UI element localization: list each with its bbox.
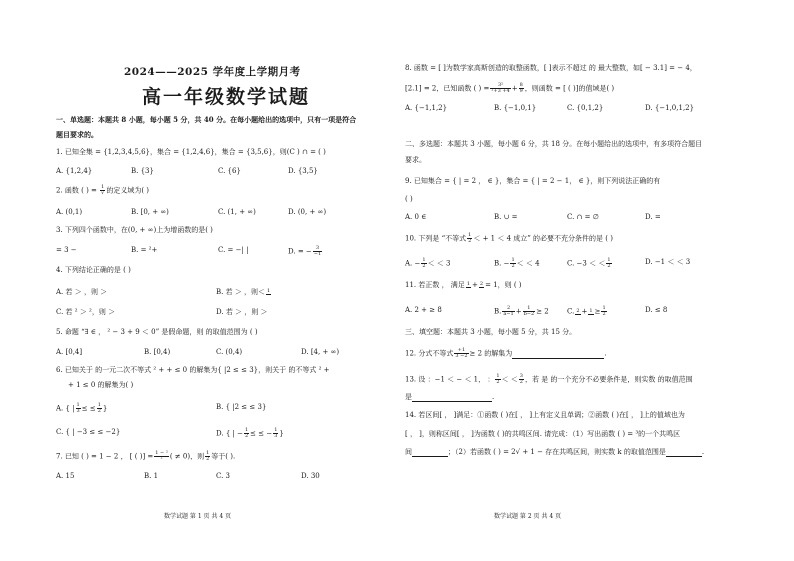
q9-option-b: B. ∪ = [494,213,518,221]
page-2 [397,0,794,561]
q2-option-c: C. (1, + ∞) [218,208,256,216]
q11-c-num-1: 2 [576,307,580,314]
q11-option-c [567,306,608,317]
q10-a-den: 2 [422,263,426,269]
q14-line3-c: . [701,448,705,456]
q11-c-frac-2 [588,309,593,315]
q8-line2-a: [2.1] = 2，已知函数 ( ) = [405,84,490,93]
q10-b-num: 1 [511,257,515,263]
q11-num-1: 1 [466,281,470,287]
q7-stem-b: ( ≠ 0)，则 [169,452,205,461]
q3-option-a: = 3 − [56,246,77,254]
q8-option-b: B. {−1,0,1} [494,104,537,112]
q6-d-text-2: ≤ ≤ − [250,429,273,438]
q6-d-den-2: 3 [274,433,278,439]
q2-option-b: B. [0, + ∞) [131,208,169,216]
q1-option-b: B. {3} [131,167,154,175]
q8-option-c: C. {0,1,2} [567,104,604,112]
q9-option-d: D. = [645,213,661,221]
q11-c-frac-3 [601,306,606,317]
q14-line3-a: 间 [405,448,412,456]
q7-stem-a: 7. 已知 ( ) = 1 − 2 ， [ ( )] = [56,452,154,461]
q3-option-b: B. = ²+ [131,246,158,254]
q10-c-text: C. −3 ＜ ＜ [567,259,606,268]
q10-frac [467,233,472,244]
q8-line2-c: ，则函数 = [ ( )]的值域是( ) [524,84,615,93]
q10-stem-b: ＜ + 1 ＜ 4 成立” 的必要不充分条件的是 ( ) [473,234,613,243]
q13-frac-2 [519,374,524,385]
q10-c-den: 2 [607,263,611,269]
q6-d-text: D. { | − [216,429,243,438]
q11-stem-c: = 1，则 ( ) [485,281,522,289]
question-9-stem-cont: ( ) [405,195,413,203]
q11-option-a: A. 2 + ≥ 8 [405,306,442,314]
q11-b-num-1: 2 [502,306,514,312]
q3-option-d-text: D. = − [288,247,312,256]
q10-b-text-2: ＜ ＜ 4 [516,259,540,268]
q12-stem-a: 12. 分式不等式 [405,349,454,358]
q4-option-b [216,288,272,297]
q6-a-den-1: 3 [76,408,80,414]
exam-title: 2024——2025 学年度上学期月考 [124,66,301,78]
q14-line3-b: ；（2）若函数 ( ) = 2√ + 1 − 存在共鸣区间，则实数 k 的取值范围是 [448,448,666,456]
q12-stem-b: ≥ 2 的解集为 [469,349,513,358]
q13-den-1: 2 [496,379,500,385]
q10-b-text: B. − [494,259,510,268]
q11-frac-2 [479,282,484,288]
q13-num-2: 3 [519,373,523,379]
q8-num-2: 8 [519,82,523,88]
question-8-line-2 [405,83,614,94]
question-6-stem: 6. 已知关于 的一元二次不等式 ² + + ≤ 0 的解集为{ |2 ≤ ≤ 3}，则关于 的不等式 ² + [56,366,330,374]
q11-stem-b: + [472,281,478,289]
q6-option-b: B. { |2 ≤ ≤ 3} [216,403,267,411]
q7-num-1: 1 − ² [155,450,168,456]
q6-option-c: C. { | −3 ≤ ≤ −2} [56,428,121,436]
q14-answer-blank-2[interactable] [666,448,705,457]
q13-stem-b: ＜ ＜ [501,375,518,384]
q14-answer-blank-1[interactable] [412,449,448,457]
q5-option-d: D. [4, + ∞) [301,348,340,356]
q1-option-a: A. {1,2,4} [56,167,93,175]
q11-c-plus: + [581,307,588,316]
q11-b-den-2: b−2 [523,311,535,317]
question-2-stem [56,185,149,196]
page-1-footer: 数学试题 第 1 页 共 4 页 [164,513,232,520]
section-1-heading: 一、单选题：本题共 8 小题，每小题 5 分，共 40 分。在每小题给出的选项中，只有一项是符合 [56,115,357,124]
q2-stem-a: 2. 函数 ( ) = [56,186,100,195]
section-1-heading-cont: 题目要求的。 [56,130,98,139]
q11-b-frac-2 [523,306,536,317]
q7-frac-2 [205,451,210,462]
section-3-heading: 三、填空题：本题共 3 小题，每小题 5 分，共 15 分。 [405,328,577,336]
q10-num: 1 [468,232,472,238]
q5-option-c: C. (0,4) [216,348,243,356]
q8-num-1: 3² [490,83,510,89]
q10-c-frac [606,258,611,269]
q11-option-d: D. ≤ 8 [645,306,668,314]
q4-option-c: C. 若 ² ＞ ²，则 ＞ [56,308,116,316]
question-11-stem [405,281,522,290]
q4-option-b-text: B. 若 ＞ ，则 [216,288,259,296]
q10-a-frac [421,258,426,269]
q11-b-den-1: a−1 [503,311,514,317]
q10-c-num: 1 [607,257,611,263]
q10-option-c [567,258,613,269]
q6-a-text: A. { | [56,404,75,413]
q11-c-den-3: 2 [602,311,606,317]
q10-a-text: A. − [405,259,421,268]
q12-den: 3 −2 [455,353,468,359]
q1-option-c: C. {6} [218,167,241,175]
question-3-stem: 3. 下列四个函数中，在(0, + ∞)上为增函数的是( ) [56,226,213,234]
q6-d-num-2: 1 [274,427,278,433]
q2-stem-b: 的定义域为( ) [106,186,150,195]
q6-a-den-2: 2 [97,408,101,414]
q11-c-num-3: 1 [602,305,606,311]
q12-stem-c: . [604,349,607,358]
q6-d-den-1: 2 [244,433,249,439]
q6-a-num-1: 1 [76,402,80,408]
q6-a-text-3: } [102,404,108,413]
q7-option-a: A. 15 [56,472,75,480]
q6-d-num-1: 1 [244,427,249,433]
q7-option-b: B. 1 [144,472,159,480]
q6-d-frac-1 [244,428,249,439]
q6-option-d [216,428,284,439]
q2-option-a: A. (0,1) [56,208,83,216]
q11-c-frac-1 [575,309,580,315]
question-5-stem: 5. 命题 “∃ ∈ ， ² − 3 + 9 ＜ 0” 是假命题，则 的取值范围为 ( ) [56,328,258,336]
question-4-stem: 4. 下列结论正确的是 ( ) [56,266,131,274]
q3-d-den: −1 [313,251,322,257]
q8-option-a: A. {−1,1,2} [405,104,448,112]
q11-b-frac-1 [502,306,514,317]
q6-a-frac-2 [97,403,102,414]
page-2-footer: 数学试题 第 2 页 共 4 页 [494,513,562,520]
section-2-heading: 二、多选题：本题共 3 小题，每小题 6 分，共 18 分。在每小题给出的选项中，有多项符合题目 [405,140,703,148]
q2-fraction [100,185,105,196]
q9-option-c: C. ∩ = ∅ [567,213,599,221]
q6-a-text-2: ≤ ≤ [81,404,96,413]
q10-a-text-2: ＜ ＜ 3 [427,259,451,268]
q8-option-d: D. {−1,0,1,2} [645,104,695,112]
q11-stem-a: 11. 若正数 ， 满足 [405,281,465,289]
q12-answer-blank[interactable] [512,349,607,359]
q2-frac-num: 1 [101,184,105,190]
q3-option-c: C. = −| | [218,246,249,254]
question-10-stem [405,233,613,244]
q13-stem2: 是 [405,393,412,401]
q6-a-num-2: 1 [97,402,101,408]
question-14-line-3 [405,448,704,457]
q7-den-2: 2 [206,456,210,462]
question-13-stem-cont [405,393,494,402]
q6-d-frac-2 [273,428,278,439]
q11-frac-1 [466,282,471,288]
q13-answer-blank[interactable] [412,393,495,402]
q4-option-b-lt: ＜ [258,288,266,296]
question-6-stem-cont: + 1 ≤ 0 的解集为( ) [68,381,134,389]
q6-option-a [56,403,107,414]
q11-c-ge: ≥ [594,307,601,316]
q6-a-frac-1 [76,403,81,414]
q10-option-d: D. −1 ＜ ＜ 3 [645,258,691,266]
q7-stem-c: 等于( ). [211,452,236,461]
q8-frac-2 [519,83,524,94]
q6-d-text-3: } [279,429,284,438]
q4-b-num: 1 [267,288,271,294]
q3-d-num: 3 [313,246,322,252]
q10-option-a [405,258,450,269]
q5-option-b: B. [0,4) [144,348,171,356]
q10-b-den: 2 [511,263,515,269]
q8-line2-b: + [511,84,518,93]
q13-num-1: 1 [496,373,500,379]
q7-option-d: D. 30 [301,472,320,480]
q10-den: 2 [468,238,472,244]
question-9-stem: 9. 已知集合 = { | = 2 ， ∈ }，集合 = { | = 2 − 1， ∈ }，则下列说法正确的有 [405,177,661,185]
q12-frac [454,348,468,359]
exam-subtitle: 高一年级数学试题 [142,86,311,108]
question-1-stem: 1. 已知全集 = {1,2,3,4,5,6}，集合 = {1,2,4,6}，集合 = {3,5,6}，则(C ) ∩ = ( ) [56,148,326,156]
question-8-line-1: 8. 函数 = [ ]为数学家高斯创造的取整函数，[ ]表示不超过 的 最大整数，如[ − 3.1] = − 4， [405,64,697,72]
q7-den-1: ² [160,456,163,462]
q11-b-text-2: ≥ 2 [536,307,549,316]
q7-option-c: C. 3 [216,472,231,480]
q13-den-2: 2 [519,379,523,385]
q13-stem-a: 13. 设 ：−1 ＜ − ＜ 1， ： [405,375,495,384]
q4-option-a: A. 若 ＞ ，则 ＞ [56,288,108,296]
q12-num: +1 [454,348,468,354]
q10-a-num: 1 [422,257,426,263]
q11-option-b: B. $\frac{2}{a-1}$ + $\frac{1}{b-2}$ ≥ 2 [494,305,549,317]
question-14-line-2: [ ， ]，则称区间[ ， ]为函数 ( )的共鸣区间. 请完成：（1）写出函数 ( ) = ³的一个共鸣区 [405,430,681,438]
q5-option-a: A. [0,4] [56,348,83,356]
question-7-stem [56,451,235,462]
q2-option-d: D. (0, + ∞) [288,208,327,216]
q11-b-label: B. [494,307,502,316]
q10-option-b [494,258,540,269]
q3-option-d [288,246,323,257]
q8-den-1: ²+3 +4 [491,88,510,94]
q1-option-d: D. {3,5} [288,167,318,175]
question-14-line-1: 14. 若区间[ ， ]满足：①函数 ( )在[ ， ]上有定义且单调；②函数 ( )在[ ， ]上的值域也为 [405,411,685,419]
question-13-stem [405,374,693,385]
q7-num-2: 1 [206,450,210,456]
q8-den-2: 9 [519,88,523,94]
q11-c-num-2: 1 [589,307,593,314]
q3-d-fraction [313,246,322,257]
q13-stem2-end: . [492,393,495,401]
q13-frac-1 [495,374,500,385]
q10-b-frac [510,258,515,269]
q4-b-fraction [266,289,271,295]
q4-option-d: D. 若 ＞ ，则 ＞ [216,308,268,316]
q2-frac-den: √ [101,190,105,196]
q9-option-a: A. 0 ∈ [405,213,427,221]
q8-frac-1 [490,83,510,94]
q11-num-2: 2 [479,281,484,287]
q11-b-num-2: 1 [523,306,536,312]
q10-stem-a: 10. 下列是 “不等式 [405,234,467,243]
section-2-heading-cont: 要求。 [405,156,426,164]
q13-stem-c: ，若 是 的一个充分不必要条件是，则实数 的取值范围 [524,375,693,384]
q7-frac-1 [154,451,169,462]
q11-c-label: C. [567,307,575,316]
question-12-stem [405,348,607,359]
